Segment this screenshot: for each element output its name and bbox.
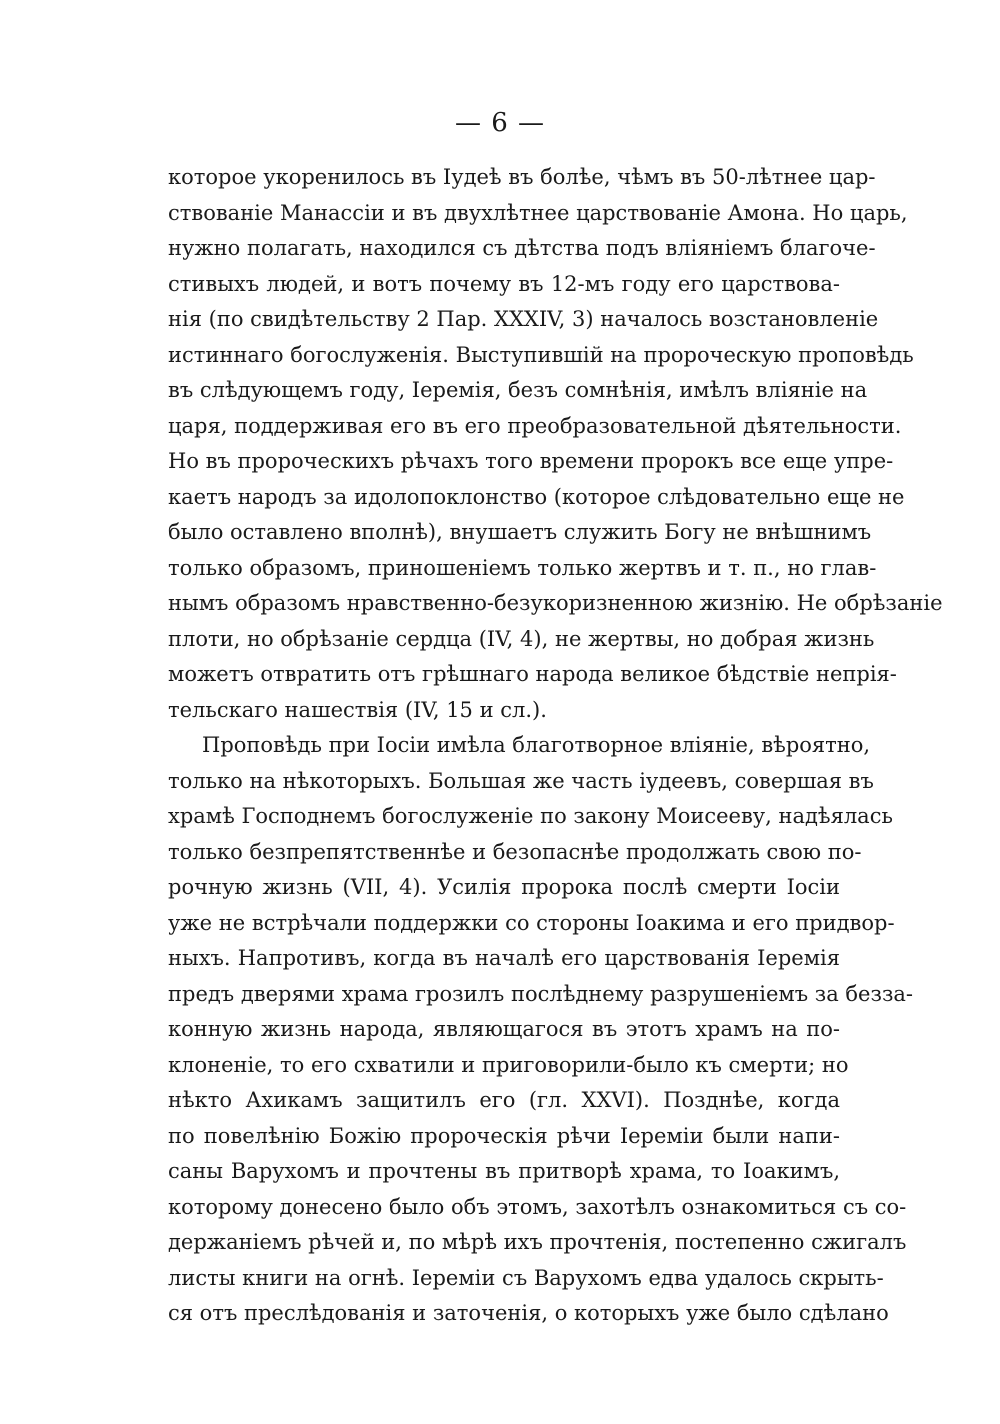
text-line: рочную жизнь (VII, 4). Усилія пророка послѣ смерти Іосіи [168,875,840,899]
text-line: было оставлено вполнѣ), внушаетъ служить Богу не внѣшнимъ [168,520,872,544]
text-line: только образомъ, приношеніемъ только жертвъ и т. п., но глав- [168,555,877,580]
text-line: Но въ пророческихъ рѣчахъ того времени пророкъ все еще упре- [168,449,894,473]
text-line: истиннаго богослуженія. Выступившій на пророческую проповѣдь [168,342,914,367]
page-number: — 6 — [454,108,546,138]
text-line: ныхъ. Напротивъ, когда въ началѣ его царствованія Іеремія [168,946,840,970]
text-line: которому донесено было объ этомъ, захотѣлъ ознакомиться съ со- [168,1194,907,1219]
text-line: стивыхъ людей, и вотъ почему въ 12-мъ году его царствова- [168,271,840,296]
text-line: ся отъ преслѣдованія и заточенія, о которыхъ уже было сдѣлано [168,1301,889,1325]
text-line: храмѣ Господнемъ богослуженіе по закону Моисееву, надѣялась [168,804,893,828]
text-line: тельскаго нашествія (IV, 15 и сл.). [168,697,547,722]
text-line: каетъ народъ за идолопоклонство (которое слѣдовательно еще не [168,484,905,509]
text-line: которое укоренилось въ Іудеѣ въ болѣе, чѣмъ въ 50-лѣтнее цар- [168,165,876,189]
text-line: саны Варухомъ и прочтены въ притворѣ храма, то Іоакимъ, [168,1159,840,1183]
text-line: нѣкто Ахикамъ защитилъ его (гл. XXVI). Позднѣе, когда [168,1088,840,1112]
text-line: плоти, но обрѣзаніе сердца (IV, 4), не жертвы, но добрая жизнь [168,626,875,651]
text-line: можетъ отвратить отъ грѣшнаго народа великое бѣдствіе непрія- [168,662,897,686]
text-line: нія (по свидѣтельству 2 Пар. XXXIV, 3) началось возстановленіе [168,307,879,331]
paragraph-1 [168,160,943,728]
text-line: конную жизнь народа, являющагося въ этотъ храмъ на по- [168,1017,840,1041]
text-line: нымъ образомъ нравственно-безукоризненною жизнію. Не обрѣзаніе [168,591,943,615]
text-line: только безпрепятственнѣе и безопаснѣе продолжать свою по- [168,839,862,864]
text-line: ствованіе Манассіи и въ двухлѣтнее царствованіе Амона. Но царь, [168,200,908,225]
body-text [168,160,943,1332]
text-line: клоненіе, то его схватили и приговорили-было къ смерти; но [168,1052,849,1077]
text-line: предъ дверями храма грозилъ послѣднему разрушеніемъ за безза- [168,981,914,1006]
text-line: листы книги на огнѣ. Іереміи съ Варухомъ едва удалось скрыть- [168,1265,884,1290]
text-line: царя, поддерживая его въ его преобразовательной дѣятельности. [168,413,902,438]
text-line: Проповѣдь при Іосіи имѣла благотворное вліяніе, вѣроятно, [202,733,871,757]
text-line: въ слѣдующемъ году, Іеремія, безъ сомнѣнія, имѣлъ вліяніе на [168,378,868,402]
text-line: нужно полагать, находился съ дѣтства подъ вліяніемъ благоче- [168,236,876,260]
text-line: уже не встрѣчали поддержки со стороны Іоакима и его придвор- [168,910,895,935]
text-line: только на нѣкоторыхъ. Большая же часть іудеевъ, совершая въ [168,768,874,793]
text-line: держаніемъ рѣчей и, по мѣрѣ ихъ прочтенія, постепенно сжигалъ [168,1230,907,1254]
paragraph-2 [168,728,914,1332]
text-line: по повелѣнію Божію пророческія рѣчи Іереміи были напи- [168,1123,840,1148]
